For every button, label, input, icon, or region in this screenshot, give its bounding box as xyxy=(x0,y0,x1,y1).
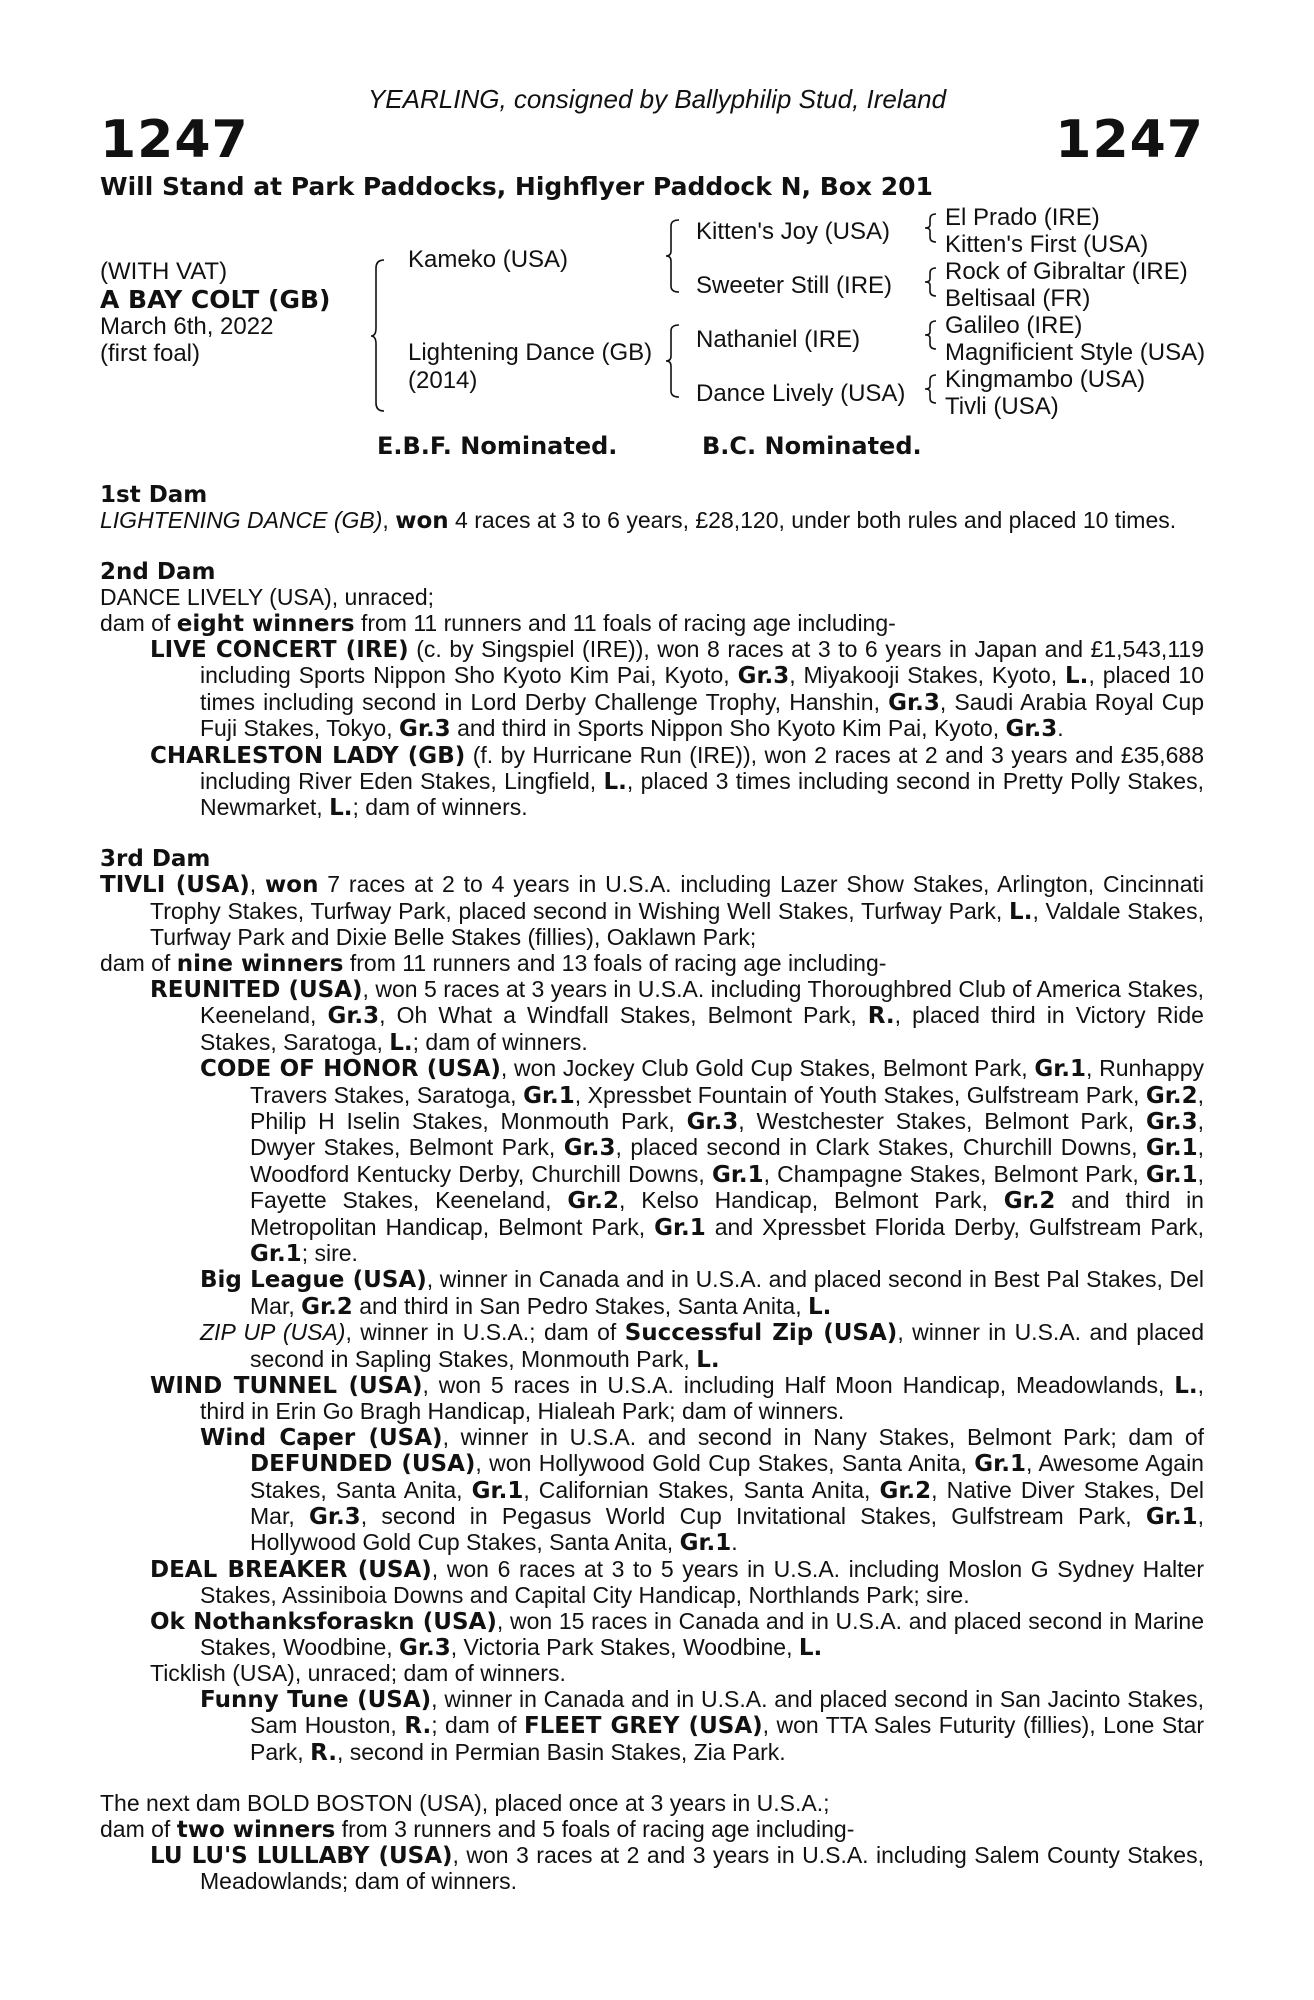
next-dam-entry: The next dam BOLD BOSTON (USA), placed once at 3 years in U.S.A.; xyxy=(100,1790,830,1817)
ebf-nominated: E.B.F. Nominated. xyxy=(377,432,618,460)
lot-number-right: 1247 xyxy=(1055,110,1204,170)
pedigree-bracket-g3 xyxy=(924,319,940,351)
horse-note: (first foal) xyxy=(100,340,201,367)
pedigree-g5: Galileo (IRE) xyxy=(945,312,1083,339)
pedigree-bracket-dam xyxy=(665,323,685,398)
pedigree-dam: Lightening Dance (GB) xyxy=(408,339,653,366)
pedigree-g3: Rock of Gibraltar (IRE) xyxy=(945,258,1188,285)
next-dam-produce-summary: dam of two winners from 3 runners and 5 foals of racing age including- xyxy=(100,1815,855,1843)
pedigree-dam-sire: Nathaniel (IRE) xyxy=(696,326,861,353)
produce-live-concert: LIVE CONCERT (IRE) (c. by Singspiel (IRE)), won 8 races at 3 to 6 years in Japan and £1,543,119 including Sports Nippon Sho Kyoto Kim Pai, Kyoto, Gr.3, Miyakooji Stakes, Kyoto, L., placed 10 times including second in Lord Derby Challenge Trophy, Hanshin, Gr.3, Saudi Arabia Royal Cup Fuji Stakes, Tokyo, Gr.3 and third in Sports Nippon Sho Kyoto Kim Pai, Kyoto, Gr.3. xyxy=(150,636,1204,743)
pedigree-g8: Tivli (USA) xyxy=(945,393,1059,420)
pedigree-bracket-g4 xyxy=(924,373,940,405)
pedigree-g7: Kingmambo (USA) xyxy=(945,366,1146,393)
pedigree-g4: Beltisaal (FR) xyxy=(945,285,1091,312)
produce-ticklish: Ticklish (USA), unraced; dam of winners. xyxy=(150,1660,566,1687)
pedigree-g6: Magnificient Style (USA) xyxy=(945,339,1206,366)
produce-funny-tune: Funny Tune (USA), winner in Canada and in U.S.A. and placed second in San Jacinto Stakes, Sam Houston, R.; dam of FLEET GREY (USA), won TTA Sales Futurity (fillies), Lone Star Park, R., second in Permian Basin Stakes, Zia Park. xyxy=(200,1685,1205,1766)
produce-record xyxy=(100,483,1204,1895)
pedigree-bracket-sire xyxy=(665,218,685,293)
produce-wind-tunnel: WIND TUNNEL (USA), won 5 races in U.S.A. including Half Moon Handicap, Meadowlands, L., third in Erin Go Bragh Handicap, Hialeah Park; dam of winners. xyxy=(150,1372,1205,1425)
consignment-line: YEARLING, consigned by Ballyphilip Stud, Ireland xyxy=(367,84,947,114)
second-dam-entry: DANCE LIVELY (USA), unraced; xyxy=(100,584,435,611)
produce-charleston-lady: CHARLESTON LADY (GB) (f. by Hurricane Run (IRE)), won 2 races at 2 and 3 years and £35,688 including River Eden Stakes, Lingfield, L., placed 3 times including second in Pretty Polly Stakes, Newmarket, L.; dam of winners. xyxy=(150,741,1204,822)
pedigree-sire: Kameko (USA) xyxy=(408,246,569,273)
pedigree-dam-year: (2014) xyxy=(408,367,478,394)
produce-deal-breaker: DEAL BREAKER (USA), won 6 races at 3 to 5 years in U.S.A. including Moslon G Sydney Halter Stakes, Assiniboia Downs and Capital City Handicap, Northlands Park; sire. xyxy=(150,1555,1204,1609)
pedigree-sire-sire: Kitten's Joy (USA) xyxy=(696,218,890,245)
section-2nd-dam-title: 2nd Dam xyxy=(100,558,216,585)
second-dam-produce-summary: dam of eight winners from 11 runners and 11 foals of racing age including- xyxy=(100,609,896,637)
produce-lu-lus-lullaby: LU LU'S LULLABY (USA), won 3 races at 2 and 3 years in U.S.A. including Salem County Stakes, Meadowlands; dam of winners. xyxy=(150,1841,1204,1895)
produce-reunited: REUNITED (USA), won 5 races at 3 years in U.S.A. including Thoroughbred Club of America Stakes, Keeneland, Gr.3, Oh What a Windfall Stakes, Belmont Park, R., placed third in Victory Ride Stakes, Saratoga, L.; dam of winners. xyxy=(150,975,1204,1056)
lot-number-left: 1247 xyxy=(100,110,249,170)
third-dam-entry: TIVLI (USA), won 7 races at 2 to 4 years in U.S.A. including Lazer Show Stakes, Arlington, Cincinnati Trophy Stakes, Turfway Park, placed second in Wishing Well Stakes, Turfway Park, L., Valdale Stakes, Turfway Park and Dixie Belle Stakes (fillies), Oaklawn Park; xyxy=(100,871,1205,951)
pedigree-g1: El Prado (IRE) xyxy=(945,204,1100,231)
pedigree-bracket-g1 xyxy=(924,212,940,244)
horse-dob: March 6th, 2022 xyxy=(100,313,274,340)
produce-code-of-honor: CODE OF HONOR (USA), won Jockey Club Gold Cup Stakes, Belmont Park, Gr.1, Runhappy Travers Stakes, Saratoga, Gr.1, Xpressbet Fountain of Youth Stakes, Gulfstream Park, Gr.2, Philip H Iselin Stakes, Monmouth Park, Gr.3, Westchester Stakes, Belmont Park, Gr.3, Dwyer Stakes, Belmont Park, Gr.3, placed second in Clark Stakes, Churchill Downs, Gr.1, Woodford Kentucky Derby, Churchill Downs, Gr.1, Champagne Stakes, Belmont Park, Gr.1, Fayette Stakes, Keeneland, Gr.2, Kelso Handicap, Belmont Park, Gr.2 and third in Metropolitan Handicap, Belmont Park, Gr.1 and Xpressbet Florida Derby, Gulfstream Park, Gr.1; sire. xyxy=(200,1055,1205,1267)
produce-big-league: Big League (USA), winner in Canada and in U.S.A. and placed second in Best Pal Stakes, Del Mar, Gr.2 and third in San Pedro Stakes, Santa Anita, L. xyxy=(200,1266,1205,1320)
produce-zip-up: ZIP UP (USA), winner in U.S.A.; dam of Successful Zip (USA), winner in U.S.A. and placed second in Sapling Stakes, Monmouth Park, L. xyxy=(200,1319,1204,1373)
produce-wind-caper: Wind Caper (USA), winner in U.S.A. and second in Nany Stakes, Belmont Park; dam of DEFUNDED (USA), won Hollywood Gold Cup Stakes, Santa Anita, Gr.1, Awesome Again Stakes, Santa Anita, Gr.1, Californian Stakes, Santa Anita, Gr.2, Native Diver Stakes, Del Mar, Gr.3, second in Pegasus World Cup Invitational Stakes, Gulfstream Park, Gr.1, Hollywood Gold Cup Stakes, Santa Anita, Gr.1. xyxy=(200,1423,1205,1557)
pedigree-dam-dam: Dance Lively (USA) xyxy=(696,380,906,407)
stand-location: Will Stand at Park Paddocks, Highflyer Paddock N, Box 201 xyxy=(100,172,933,201)
horse-name: A BAY COLT (GB) xyxy=(100,285,331,314)
vat-note: (WITH VAT) xyxy=(100,258,228,285)
first-dam-entry: LIGHTENING DANCE (GB), won 4 races at 3 to 6 years, £28,120, under both rules and placed 10 times. xyxy=(100,507,1177,535)
section-3rd-dam-title: 3rd Dam xyxy=(100,845,211,872)
pedigree-sire-dam: Sweeter Still (IRE) xyxy=(696,272,893,299)
produce-ok-nothanksforaskn: Ok Nothanksforaskn (USA), won 15 races in Canada and in U.S.A. and placed second in Marine Stakes, Woodbine, Gr.3, Victoria Park Stakes, Woodbine, L. xyxy=(150,1607,1204,1662)
bc-nominated: B.C. Nominated. xyxy=(702,432,922,460)
pedigree-bracket-g2 xyxy=(924,266,940,298)
section-1st-dam-title: 1st Dam xyxy=(100,482,208,508)
pedigree-g2: Kitten's First (USA) xyxy=(945,231,1149,258)
pedigree-bracket-main xyxy=(370,258,390,413)
third-dam-produce-summary: dam of nine winners from 11 runners and 13 foals of racing age including- xyxy=(100,949,887,977)
